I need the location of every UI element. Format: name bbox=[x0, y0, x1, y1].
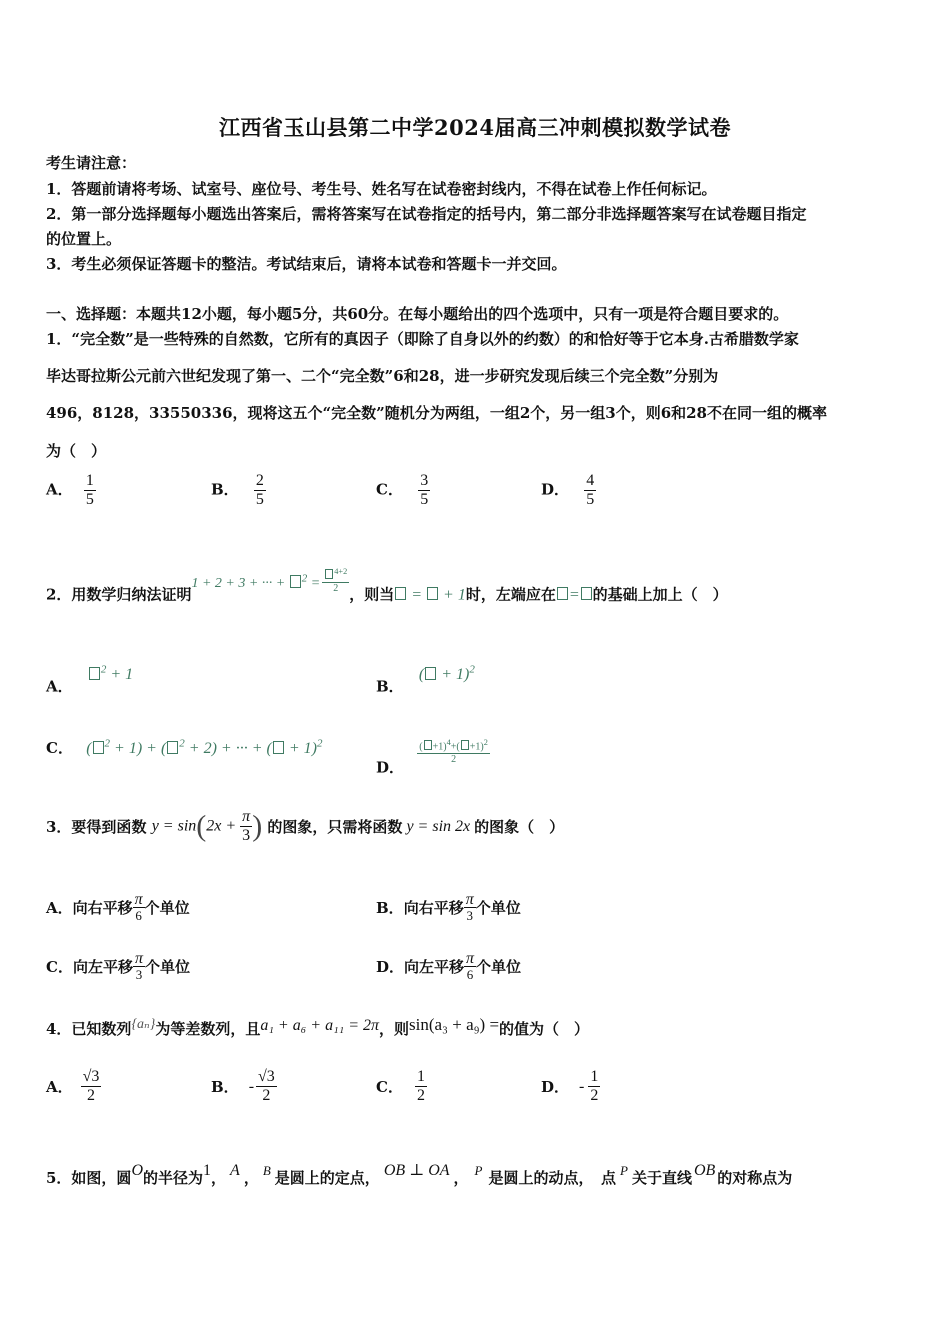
option-label: D． bbox=[376, 758, 405, 777]
notice-item-2: 2．第一部分选择题每小题选出答案后，需将答案写在试卷指定的括号内，第二部分非选择题答案写在试卷题目指定 bbox=[46, 205, 807, 223]
q3-option-d[interactable]: D．向左平移 $\frac{\pi}{6}$ 个单位 bbox=[376, 950, 522, 982]
fraction: $\frac{1}{2}$ bbox=[416, 1068, 425, 1104]
option-label: A． bbox=[46, 1078, 73, 1096]
option-label: D． bbox=[541, 480, 570, 499]
q3-func2: y = sin 2x bbox=[406, 817, 471, 835]
option-label: B． bbox=[376, 677, 404, 696]
q2-prefix: 2．用数学归纳法证明 bbox=[46, 585, 192, 604]
fraction: $\frac{1}{2}$ bbox=[590, 1068, 599, 1104]
notice-heading: 考生请注意： bbox=[46, 154, 137, 172]
notice-item-2-cont: 的位置上。 bbox=[46, 230, 122, 248]
q2-option-b[interactable] bbox=[376, 664, 475, 696]
q4-option-c[interactable] bbox=[376, 1068, 427, 1105]
fraction: $\frac{√3}{2}$ bbox=[82, 1068, 100, 1104]
fraction: $\frac{4}{5}$ bbox=[586, 472, 595, 508]
fraction: $\frac{\pi}{6}$ bbox=[134, 891, 143, 923]
q1-option-c[interactable] bbox=[376, 472, 430, 509]
option-label: C． bbox=[46, 739, 73, 757]
q1-option-d[interactable] bbox=[541, 472, 596, 509]
fraction: $\frac{√3}{2}$ bbox=[258, 1068, 275, 1104]
q2-lhs: 1 + 2 + 3 + ··· + $^2$ = bbox=[191, 572, 321, 592]
q2-suffix: 时，左端应在 bbox=[465, 585, 556, 604]
option-label: B． bbox=[211, 480, 239, 499]
q4-eq: a₁ + a₆ + a₁₁ = 2π bbox=[260, 1017, 379, 1034]
q2-option-d-fraction: $\frac{( +1)^4+( +1)^2}{2}$ bbox=[419, 738, 488, 766]
fraction: $\frac{\pi}{3}$ bbox=[242, 808, 251, 844]
placeholder-glyph bbox=[395, 587, 406, 600]
q4-option-a[interactable] bbox=[46, 1068, 101, 1105]
q1-option-b[interactable] bbox=[211, 472, 266, 509]
q3-func1-inner: 2x + bbox=[206, 817, 241, 835]
q5-stem: 5．如图，圆O的半径为1， A ， B 是圆上的定点， OB ⊥ OA ， P 是圆上的动点， 点 P 关于直线 OB 的对称点为 bbox=[46, 1162, 793, 1187]
fraction: $\frac{\pi}{3}$ bbox=[134, 950, 143, 982]
q2-option-c-expr: ( $^2$ + 1) + ( $^2$ + 2) + ··· + ( + 1)$^2$ bbox=[86, 737, 323, 757]
fraction: $\frac{3}{5}$ bbox=[420, 472, 429, 508]
notice-item-3: 3．考生必须保证答题卡的整洁。考试结束后，请将本试卷和答题卡一并交回。 bbox=[46, 255, 567, 273]
q1-line-1: 1．“完全数”是一些特殊的自然数，它所有的真因子（即除了自身以外的约数）的和恰好等于它本身.古希腊数学家 bbox=[46, 330, 799, 348]
q2-option-a-expr: $^2$ + 1 bbox=[88, 666, 133, 683]
option-label: A． bbox=[46, 677, 73, 696]
q4-middle2: ，则 bbox=[379, 1020, 410, 1038]
q2-middle: ，则当 bbox=[349, 585, 395, 604]
q1-line-4: 为（ ） bbox=[46, 442, 107, 460]
fraction: $\frac{\pi}{6}$ bbox=[466, 950, 475, 982]
q2-option-c[interactable] bbox=[46, 737, 322, 758]
option-label: A． bbox=[46, 899, 73, 917]
option-label: B． bbox=[211, 1078, 239, 1096]
notice-item-1: 1．答题前请将考场、试室号、座位号、考生号、姓名写在试卷密封线内，不得在试卷上作任何标记。 bbox=[46, 180, 717, 198]
option-label: B． bbox=[376, 899, 404, 917]
q3-suffix: 的图象（ ） bbox=[474, 818, 565, 836]
section-heading: 一、选择题：本题共12小题，每小题5分，共60分。在每小题给出的四个选项中，只有一项是符合题目要求的。 bbox=[46, 305, 789, 323]
q4-option-d[interactable]: D． - $\frac{1}{2}$ bbox=[541, 1068, 599, 1104]
option-label: D． bbox=[541, 1078, 570, 1096]
q3-option-b[interactable]: B．向右平移 $\frac{\pi}{3}$ 个单位 bbox=[376, 891, 521, 923]
q1-line-3: 496，8128，33550336，现将这五个“完全数”随机分为两组，一组2个，另一组3个，则6和28不在同一组的概率 bbox=[46, 404, 828, 422]
q3-option-c[interactable]: C．向左平移 $\frac{\pi}{3}$ 个单位 bbox=[46, 950, 190, 982]
q4-expr: sin(a₃ + a₉) = bbox=[409, 1015, 500, 1034]
fraction: $\frac{2}{5}$ bbox=[255, 472, 264, 508]
placeholder-glyph bbox=[427, 587, 438, 600]
q5-perp: OB ⊥ OA bbox=[383, 1162, 450, 1179]
q5-O: O bbox=[131, 1162, 144, 1179]
q3-prefix: 3．要得到函数 bbox=[46, 818, 147, 836]
option-label: C． bbox=[376, 480, 403, 499]
q3-option-a[interactable]: A．向右平移 $\frac{\pi}{6}$ 个单位 bbox=[46, 891, 190, 923]
q4-option-b[interactable]: B． - $\frac{√3}{2}$ bbox=[211, 1068, 275, 1104]
placeholder-glyph bbox=[290, 575, 301, 588]
q2-suffix2: 的基础上加上（ ） bbox=[592, 585, 728, 604]
q2-option-a[interactable] bbox=[46, 664, 133, 696]
q2-stem: 2．用数学归纳法证明1 + 2 + 3 + ··· + $^2$ = $\frac{^{4+2}}{2}$ ，则当 = + 1时，左端应在 = 的基础上加上（ ） bbox=[46, 567, 728, 604]
placeholder-glyph bbox=[581, 587, 592, 600]
fraction: $\frac{1}{5}$ bbox=[85, 472, 94, 508]
q3-stem: 3．要得到函数 y = sin(2x + $\frac{\pi}{3}$ ) 的图象，只需将函数 y = sin 2x 的图象（ ） bbox=[46, 808, 565, 844]
q1-line-2: 毕达哥拉斯公元前六世纪发现了第一、二个“完全数”6和28，进一步研究发现后续三个完全数”分别为 bbox=[46, 367, 719, 385]
q2-option-d[interactable] bbox=[376, 737, 490, 777]
q4-suffix: 的值为（ ） bbox=[499, 1020, 590, 1038]
q4-seq: {aₙ} bbox=[131, 1017, 156, 1032]
option-label: C． bbox=[376, 1078, 403, 1096]
option-label: A． bbox=[46, 480, 73, 499]
q3-func1: y = sin bbox=[151, 817, 197, 835]
option-label: C． bbox=[46, 958, 73, 976]
q3-middle: 的图象，只需将函数 bbox=[267, 818, 403, 836]
q4-middle: 为等差数列，且 bbox=[155, 1020, 261, 1038]
q2-rhs-fraction: $\frac{^{4+2}}{2}$ bbox=[322, 566, 349, 595]
page-title: 江西省玉山县第二中学2024届高三冲刺模拟数学试卷 bbox=[219, 115, 731, 140]
q1-option-a[interactable] bbox=[46, 472, 96, 509]
option-label: D． bbox=[376, 958, 405, 976]
q2-option-b-expr: ( + 1)$^2$ bbox=[418, 664, 475, 684]
fraction: $\frac{\pi}{3}$ bbox=[465, 891, 474, 923]
placeholder-glyph bbox=[557, 587, 568, 600]
q4-prefix: 4．已知数列 bbox=[46, 1020, 132, 1038]
q4-stem bbox=[46, 1015, 589, 1039]
